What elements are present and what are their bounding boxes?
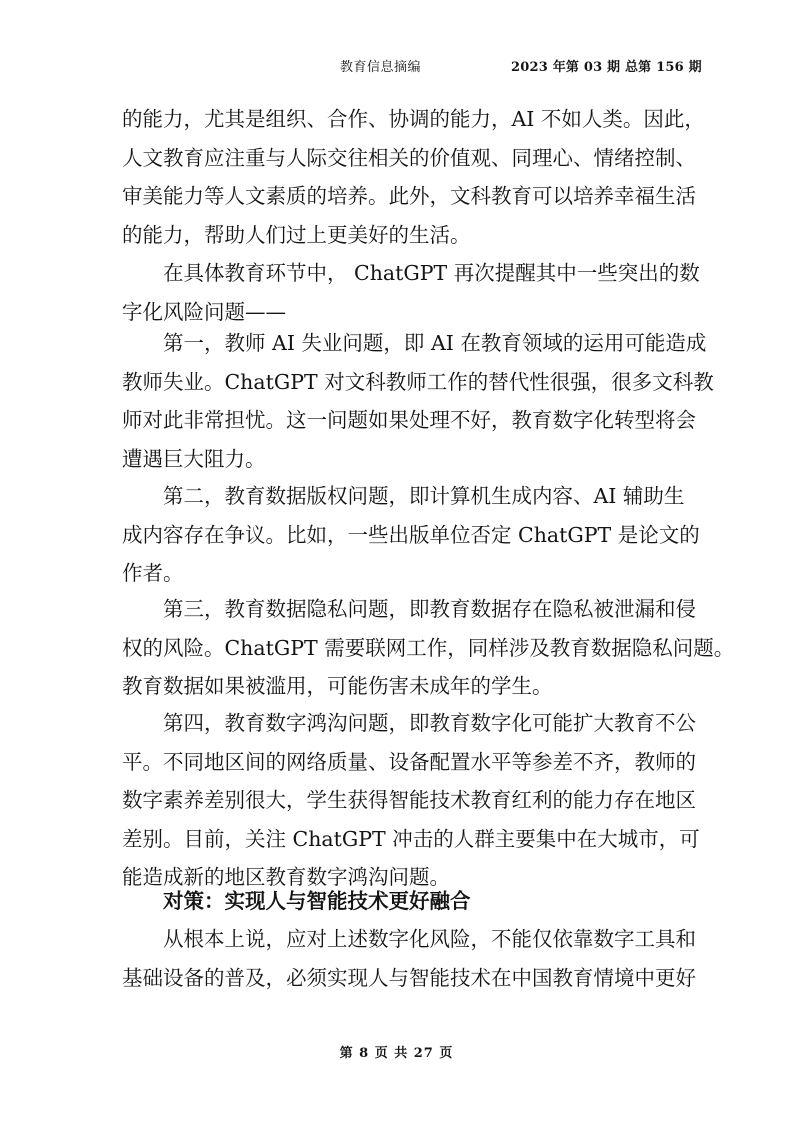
journal-title: 教育信息摘编: [340, 60, 422, 75]
text-line: 第四，教育数字鸿沟问题，即教育数字化可能扩大教育不公: [163, 711, 696, 735]
section-heading-block: [122, 882, 682, 921]
paragraph-2: [122, 254, 700, 331]
text-line: 成内容存在争议。比如，一些出版单位否定 ChatGPT 是论文的: [122, 522, 700, 547]
text-line: 差别。目前，关注 ChatGPT 冲击的人群主要集中在大城市，可: [122, 826, 700, 851]
section-heading: 对策：实现人与智能技术更好融合: [163, 889, 471, 913]
paragraph-4: [122, 477, 700, 593]
text-line: 第三，教育数据隐私问题，即教育数据存在隐私被泄漏和侵: [163, 597, 696, 621]
text-line: 人文教育应注重与人际交往相关的价值观、同理心、情绪控制、: [122, 145, 696, 170]
text-line: 数字素养差别很大，学生获得智能技术教育红利的能力存在地区: [122, 788, 696, 812]
text-line: 从根本上说，应对上述数字化风险，不能仅依靠数字工具和: [163, 927, 696, 951]
text-line: 第二，教育数据版权问题，即计算机生成内容、AI 辅助生: [163, 484, 685, 508]
text-line: 审美能力等人文素质的培养。此外，文科教育可以培养幸福生活: [122, 184, 696, 208]
text-line: 师对此非常担忧。这一问题如果处理不好，教育数字化转型将会: [122, 408, 696, 432]
text-line: 能造成新的地区教育数字鸿沟问题。: [122, 865, 450, 889]
text-line: 遭遇巨大阻力。: [122, 446, 266, 471]
paragraph-6: [122, 704, 700, 897]
text-line: 在具体教育环节中， ChatGPT 再次提醒其中一些突出的数: [163, 261, 700, 285]
paragraph-1: [122, 100, 705, 254]
text-line: 的能力，尤其是组织、合作、协调的能力，AI 不如人类。因此，: [122, 107, 705, 131]
text-line: 权的风险。ChatGPT 需要联网工作，同样涉及教育数据隐私问题。: [122, 635, 735, 660]
paragraph-5: [122, 590, 735, 706]
paragraph-3: [122, 324, 714, 478]
text-line: 作者。: [122, 561, 184, 585]
running-header: [0, 56, 793, 76]
text-line: 教师失业。ChatGPT 对文科教师工作的替代性很强，很多文科教: [122, 369, 714, 394]
text-line: 基础设备的普及，必须实现人与智能技术在中国教育情境中更好: [122, 965, 696, 990]
paragraph-7: [122, 920, 696, 997]
issue-number: 2023 年第 03 期 总第 156 期: [511, 60, 702, 75]
text-line: 第一，教师 AI 失业问题，即 AI 在教育领域的运用可能造成: [163, 331, 707, 355]
page-footer: 第 8 页 共 27 页: [339, 1046, 454, 1061]
text-line: 的能力，帮助人们过上更美好的生活。: [122, 222, 471, 247]
text-line: 字化风险问题——: [122, 299, 286, 324]
text-line: 教育数据如果被滥用，可能伤害未成年的学生。: [122, 674, 553, 698]
text-line: 平。不同地区间的网络质量、设备配置水平等参差不齐，教师的: [122, 749, 696, 774]
